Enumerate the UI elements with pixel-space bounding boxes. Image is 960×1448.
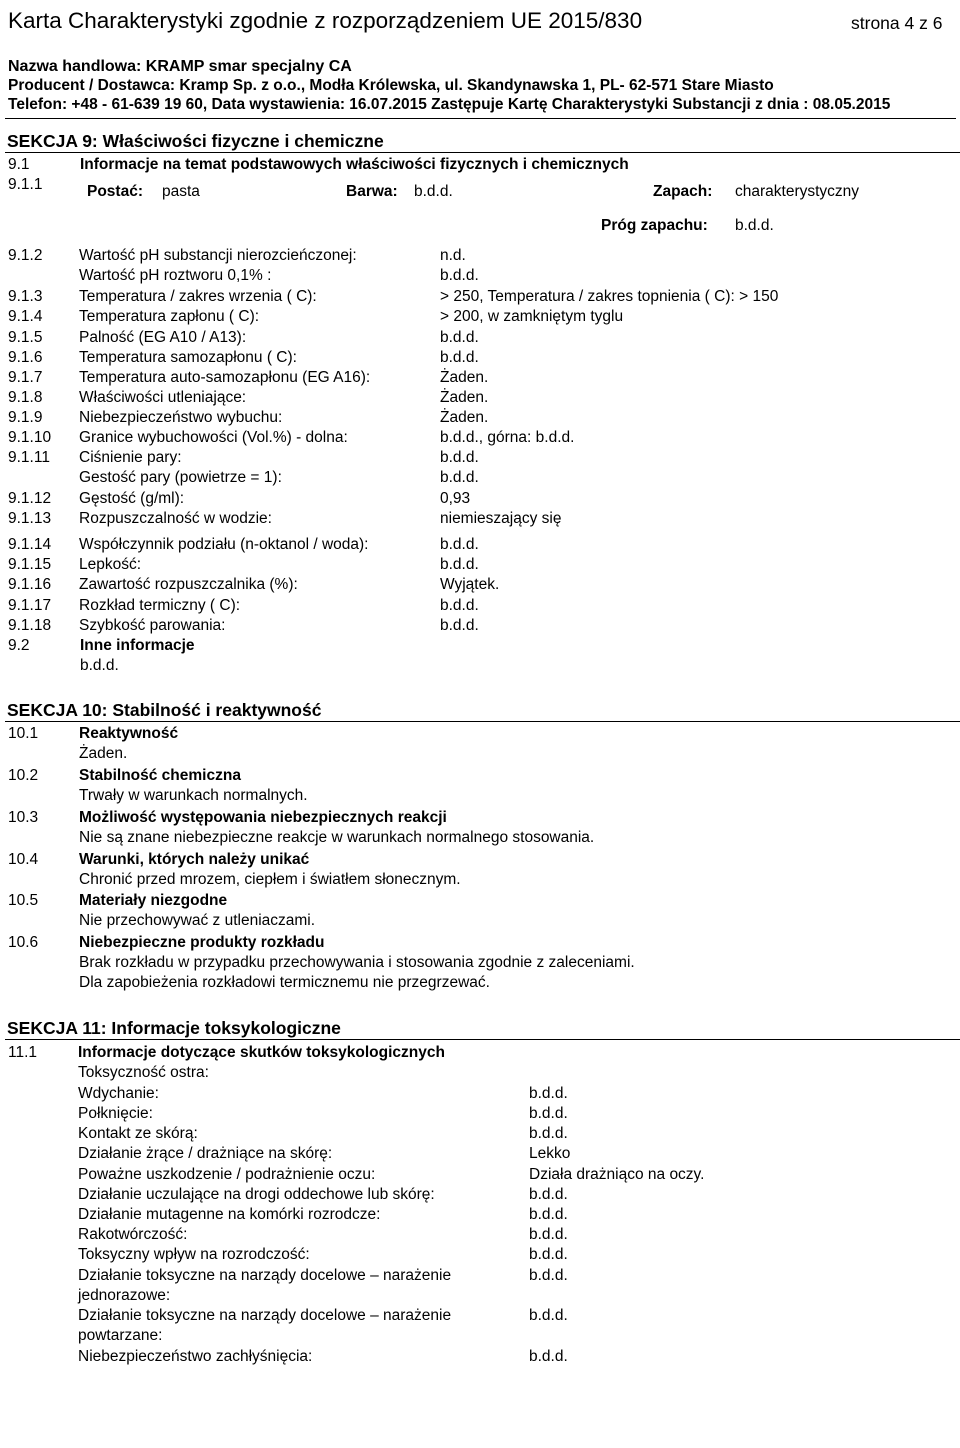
property-label: Niebezpieczeństwo wybuchu: bbox=[79, 409, 283, 426]
property-value: b.d.d. bbox=[440, 536, 479, 553]
item-11-1-heading: Informacje dotyczące skutków toksykologicznych bbox=[78, 1044, 445, 1061]
property-label: Współczynnik podziału (n-oktanol / woda): bbox=[79, 536, 369, 553]
toxicity-label: Niebezpieczeństwo zachłyśnięcia: bbox=[78, 1348, 313, 1365]
toxicity-label: Toksyczny wpływ na rozrodczość: bbox=[78, 1246, 310, 1263]
toxicity-value: b.d.d. bbox=[529, 1226, 568, 1243]
toxicity-value: b.d.d. bbox=[529, 1186, 568, 1203]
subsection-text: Nie są znane niebezpieczne reakcje w warunkach normalnego stosowania. bbox=[79, 829, 595, 846]
toxicity-value: Działa drażniąco na oczy. bbox=[529, 1166, 705, 1183]
subsection-number: 10.3 bbox=[8, 809, 39, 826]
item-9-1-heading: Informacje na temat podstawowych właściwości fizycznych i chemicznych bbox=[80, 156, 629, 173]
subsection-heading: Możliwość występowania niebezpiecznych reakcji bbox=[79, 809, 447, 826]
prog-zapachu-label: Próg zapachu: bbox=[601, 217, 708, 234]
section-9-title: SEKCJA 9: Właściwości fizyczne i chemiczne bbox=[5, 131, 960, 153]
property-value: > 250, Temperatura / zakres topnienia ( C): > 150 bbox=[440, 288, 779, 305]
toxicity-value: b.d.d. bbox=[529, 1085, 568, 1102]
subsection-heading: Warunki, których należy unikać bbox=[79, 851, 310, 868]
section-10-title: SEKCJA 10: Stabilność i reaktywność bbox=[5, 700, 960, 722]
postac-label: Postać: bbox=[87, 183, 143, 200]
subsection-heading: Materiały niezgodne bbox=[79, 892, 228, 909]
property-value: > 200, w zamkniętym tyglu bbox=[440, 308, 624, 325]
property-number: 9.1.4 bbox=[8, 308, 43, 325]
property-value: Wyjątek. bbox=[440, 576, 500, 593]
property-label: Wartość pH substancji nierozcieńczonej: bbox=[79, 247, 357, 264]
toxicity-label: Wdychanie: bbox=[78, 1085, 159, 1102]
property-value: b.d.d. bbox=[440, 267, 479, 284]
subsection-text: Dla zapobieżenia rozkładowi termicznemu nie przegrzewać. bbox=[79, 974, 490, 991]
property-label: Ciśnienie pary: bbox=[79, 449, 182, 466]
header-divider bbox=[5, 118, 956, 119]
subsection-text: Trwały w warunkach normalnych. bbox=[79, 787, 308, 804]
property-value: 0,93 bbox=[440, 490, 471, 507]
property-value: b.d.d. bbox=[440, 449, 479, 466]
property-value: n.d. bbox=[440, 247, 466, 264]
toxicity-label: Rakotwórczość: bbox=[78, 1226, 188, 1243]
property-label: Temperatura zapłonu ( C): bbox=[79, 308, 260, 325]
item-9-2-number: 9.2 bbox=[8, 637, 30, 654]
property-number: 9.1.18 bbox=[8, 617, 52, 634]
property-value: b.d.d. bbox=[440, 617, 479, 634]
toxicity-label-continued: powtarzane: bbox=[78, 1327, 163, 1344]
property-value: b.d.d. bbox=[440, 469, 479, 486]
item-9-1-number: 9.1 bbox=[8, 156, 30, 173]
property-number: 9.1.12 bbox=[8, 490, 52, 507]
toxicity-label: Poważne uszkodzenie / podrażnienie oczu: bbox=[78, 1166, 376, 1183]
toxicity-label: Działanie mutagenne na komórki rozrodcze: bbox=[78, 1206, 381, 1223]
property-label: Szybkość parowania: bbox=[79, 617, 226, 634]
property-number: 9.1.14 bbox=[8, 536, 52, 553]
property-label: Wartość pH roztworu 0,1% : bbox=[79, 267, 272, 284]
property-value: Żaden. bbox=[440, 369, 489, 386]
property-value: b.d.d. bbox=[440, 556, 479, 573]
property-number: 9.1.8 bbox=[8, 389, 43, 406]
property-label: Palność (EG A10 / A13): bbox=[79, 329, 247, 346]
property-label: Rozkład termiczny ( C): bbox=[79, 597, 241, 614]
acute-toxicity-intro: Toksyczność ostra: bbox=[78, 1064, 209, 1081]
property-label: Temperatura samozapłonu ( C): bbox=[79, 349, 297, 366]
toxicity-label-continued: jednorazowe: bbox=[78, 1287, 171, 1304]
property-value: niemieszający się bbox=[440, 510, 562, 527]
subsection-text: Chronić przed mrozem, ciepłem i światłem słonecznym. bbox=[79, 871, 461, 888]
property-number: 9.1.16 bbox=[8, 576, 52, 593]
property-label: Gestość pary (powietrze = 1): bbox=[79, 469, 282, 486]
property-label: Rozpuszczalność w wodzie: bbox=[79, 510, 272, 527]
property-number: 9.1.11 bbox=[8, 449, 50, 466]
subsection-heading: Niebezpieczne produkty rozkładu bbox=[79, 934, 325, 951]
toxicity-label: Działanie toksyczne na narządy docelowe – narażenie bbox=[78, 1307, 452, 1324]
property-value: b.d.d. bbox=[440, 349, 479, 366]
property-value: b.d.d. bbox=[440, 597, 479, 614]
property-label: Gęstość (g/ml): bbox=[79, 490, 185, 507]
property-number: 9.1.7 bbox=[8, 369, 43, 386]
subsection-text: Brak rozkładu w przypadku przechowywania i stosowania zgodnie z zaleceniami. bbox=[79, 954, 635, 971]
property-value: Żaden. bbox=[440, 409, 489, 426]
property-value: b.d.d., górna: b.d.d. bbox=[440, 429, 575, 446]
zapach-label: Zapach: bbox=[653, 183, 713, 200]
property-label: Właściwości utleniające: bbox=[79, 389, 247, 406]
property-number: 9.1.6 bbox=[8, 349, 43, 366]
toxicity-value: b.d.d. bbox=[529, 1125, 568, 1142]
toxicity-value: b.d.d. bbox=[529, 1267, 568, 1284]
property-number: 9.1.3 bbox=[8, 288, 43, 305]
toxicity-value: b.d.d. bbox=[529, 1105, 568, 1122]
subsection-number: 10.4 bbox=[8, 851, 39, 868]
toxicity-label: Działanie uczulające na drogi oddechowe lub skórę: bbox=[78, 1186, 435, 1203]
item-9-1-1-number: 9.1.1 bbox=[8, 176, 43, 193]
toxicity-value: b.d.d. bbox=[529, 1307, 568, 1324]
toxicity-value: b.d.d. bbox=[529, 1348, 568, 1365]
subsection-number: 10.1 bbox=[8, 725, 39, 742]
toxicity-value: b.d.d. bbox=[529, 1206, 568, 1223]
item-11-1-number: 11.1 bbox=[8, 1044, 38, 1061]
barwa-label: Barwa: bbox=[346, 183, 398, 200]
toxicity-value: Lekko bbox=[529, 1145, 571, 1162]
item-9-2-value: b.d.d. bbox=[80, 657, 119, 674]
toxicity-label: Połknięcie: bbox=[78, 1105, 153, 1122]
item-9-2-heading: Inne informacje bbox=[80, 637, 195, 654]
subsection-heading: Stabilność chemiczna bbox=[79, 767, 241, 784]
property-number: 9.1.9 bbox=[8, 409, 43, 426]
document-title: Karta Charakterystyki zgodnie z rozporządzeniem UE 2015/830 bbox=[8, 8, 643, 33]
zapach-value: charakterystyczny bbox=[735, 183, 860, 200]
subsection-heading: Reaktywność bbox=[79, 725, 179, 742]
barwa-value: b.d.d. bbox=[414, 183, 453, 200]
subsection-text: Żaden. bbox=[79, 745, 128, 762]
subsection-number: 10.6 bbox=[8, 934, 39, 951]
property-number: 9.1.13 bbox=[8, 510, 52, 527]
section-11-title: SEKCJA 11: Informacje toksykologiczne bbox=[5, 1018, 960, 1040]
property-label: Zawartość rozpuszczalnika (%): bbox=[79, 576, 298, 593]
toxicity-label: Działanie toksyczne na narządy docelowe – narażenie bbox=[78, 1267, 452, 1284]
property-label: Temperatura auto-samozapłonu (EG A16): bbox=[79, 369, 371, 386]
property-number: 9.1.2 bbox=[8, 247, 43, 264]
toxicity-value: b.d.d. bbox=[529, 1246, 568, 1263]
subsection-number: 10.2 bbox=[8, 767, 39, 784]
subsection-text: Nie przechowywać z utleniaczami. bbox=[79, 912, 316, 929]
property-number: 9.1.17 bbox=[8, 597, 52, 614]
property-value: b.d.d. bbox=[440, 329, 479, 346]
trade-name: Nazwa handlowa: KRAMP smar specjalny CA bbox=[8, 58, 352, 75]
property-number: 9.1.15 bbox=[8, 556, 52, 573]
producer-line: Producent / Dostawca: Kramp Sp. z o.o., Modła Królewska, ul. Skandynawska 1, PL- 62-571 Stare Miasto bbox=[8, 77, 774, 94]
subsection-number: 10.5 bbox=[8, 892, 39, 909]
property-label: Temperatura / zakres wrzenia ( C): bbox=[79, 288, 317, 305]
prog-zapachu-value: b.d.d. bbox=[735, 217, 774, 234]
toxicity-label: Działanie żrące / drażniące na skórę: bbox=[78, 1145, 333, 1162]
property-label: Granice wybuchowości (Vol.%) - dolna: bbox=[79, 429, 348, 446]
property-label: Lepkość: bbox=[79, 556, 142, 573]
property-number: 9.1.10 bbox=[8, 429, 52, 446]
postac-value: pasta bbox=[162, 183, 200, 200]
property-value: Żaden. bbox=[440, 389, 489, 406]
toxicity-label: Kontakt ze skórą: bbox=[78, 1125, 198, 1142]
property-number: 9.1.5 bbox=[8, 329, 43, 346]
phone-line: Telefon: +48 - 61-639 19 60, Data wystawienia: 16.07.2015 Zastępuje Kartę Charakterystyki Substancji z dnia : 08.05.2015 bbox=[8, 96, 891, 113]
page-number: strona 4 z 6 bbox=[851, 13, 943, 33]
